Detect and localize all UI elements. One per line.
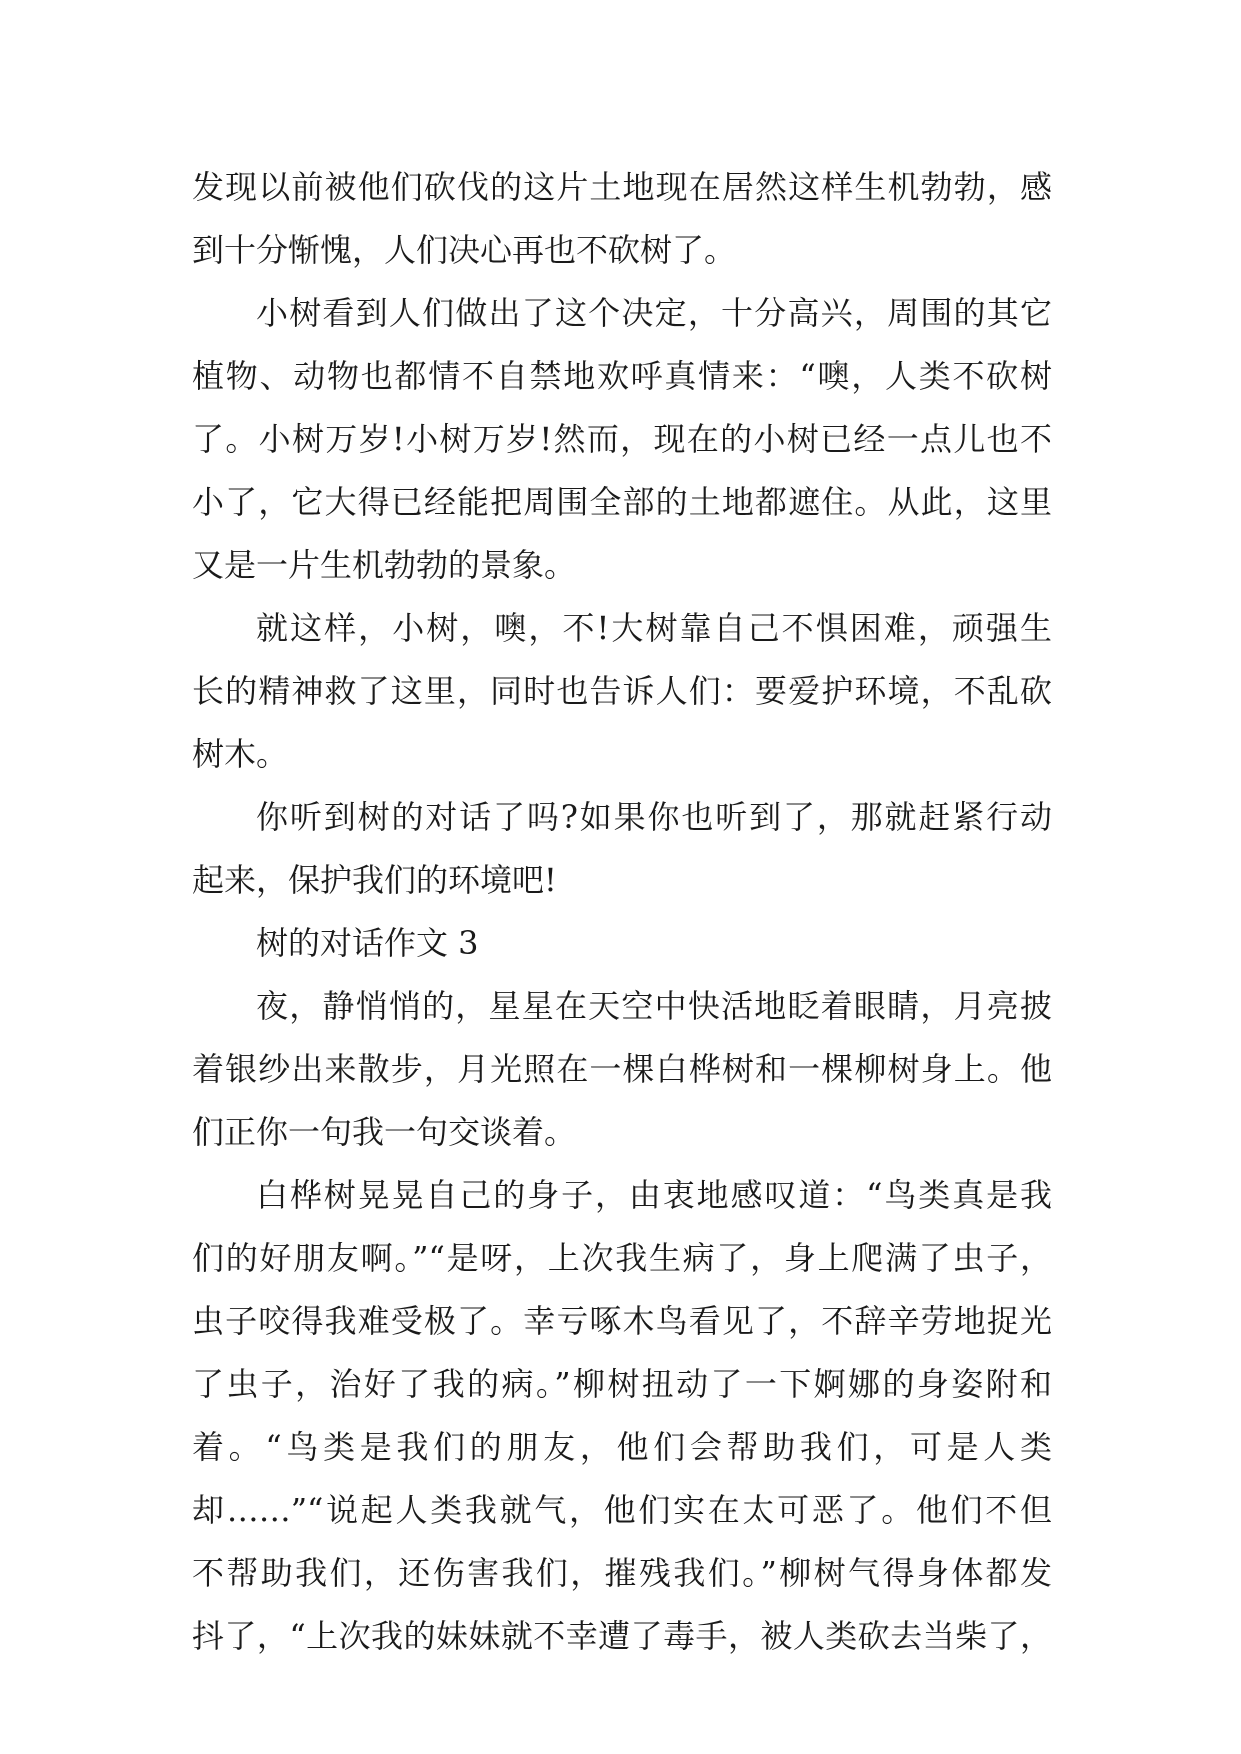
text-line: 你听到树的对话了吗?如果你也听到了，那就赶紧行动 xyxy=(256,798,1052,836)
text-line: 植物、动物也都情不自禁地欢呼真情来：“噢，人类不砍树 xyxy=(192,357,1052,395)
text-line: 着。“鸟类是我们的朋友，他们会帮助我们，可是人类 xyxy=(192,1428,1052,1466)
text-line: 抖了，“上次我的妹妹就不幸遭了毒手，被人类砍去当柴了， xyxy=(192,1617,1052,1655)
text-line: 到十分惭愧，人们决心再也不砍树了。 xyxy=(192,231,737,269)
text-line: 着银纱出来散步，月光照在一棵白桦树和一棵柳树身上。他 xyxy=(192,1050,1052,1088)
text-line: 不帮助我们，还伤害我们，摧残我们。”柳树气得身体都发 xyxy=(192,1554,1052,1592)
text-line: 小了，它大得已经能把周围全部的土地都遮住。从此，这里 xyxy=(192,483,1052,521)
text-line: 了虫子，治好了我的病。”柳树扭动了一下婀娜的身姿附和 xyxy=(192,1365,1052,1403)
text-line: 了。小树万岁!小树万岁!然而，现在的小树已经一点儿也不 xyxy=(192,420,1052,458)
text-line: 们的好朋友啊。”“是呀，上次我生病了，身上爬满了虫子， xyxy=(192,1239,1052,1277)
text-line: 白桦树晃晃自己的身子，由衷地感叹道：“鸟类真是我 xyxy=(256,1176,1052,1214)
text-line: 起来，保护我们的环境吧! xyxy=(192,861,557,899)
text-line: 长的精神救了这里，同时也告诉人们：要爱护环境，不乱砍 xyxy=(192,672,1052,710)
body-text xyxy=(192,156,1052,1668)
text-line: 树木。 xyxy=(192,735,289,773)
text-line: 们正你一句我一句交谈着。 xyxy=(192,1113,577,1151)
text-line: 又是一片生机勃勃的景象。 xyxy=(192,546,577,584)
text-line: 发现以前被他们砍伐的这片土地现在居然这样生机勃勃，感 xyxy=(192,168,1052,206)
text-line: 虫子咬得我难受极了。幸亏啄木鸟看见了，不辞辛劳地捉光 xyxy=(192,1302,1052,1340)
text-line: 却……”“说起人类我就气，他们实在太可恶了。他们不但 xyxy=(192,1491,1052,1529)
section-heading: 树的对话作文 3 xyxy=(256,924,479,962)
text-line: 小树看到人们做出了这个决定，十分高兴，周围的其它 xyxy=(256,294,1052,332)
text-line: 就这样，小树，噢，不!大树靠自己不惧困难，顽强生 xyxy=(256,609,1052,647)
text-line: 夜，静悄悄的，星星在天空中快活地眨着眼睛，月亮披 xyxy=(256,987,1052,1025)
